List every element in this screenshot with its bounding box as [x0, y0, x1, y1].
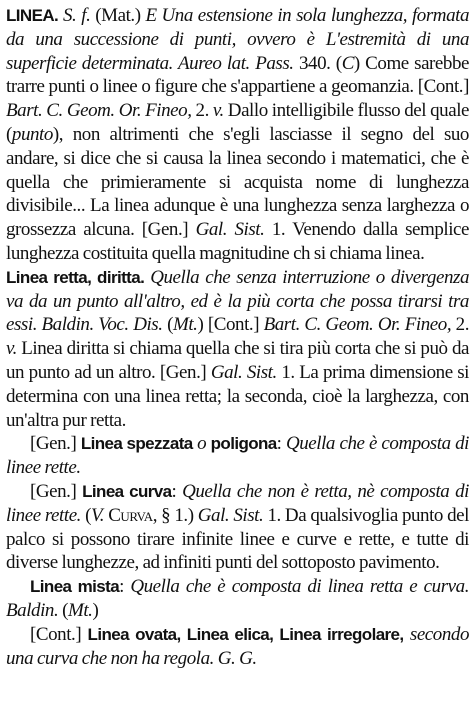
text-run: punto	[11, 123, 53, 145]
text-run: v.	[6, 338, 17, 360]
text-run: [Gen.]	[30, 433, 81, 455]
text-run: Gal. Sist.	[195, 219, 265, 241]
text-run: Mt.	[67, 599, 93, 621]
text-run: :	[171, 480, 183, 502]
text-run: (	[162, 314, 173, 336]
text-run: (Mat.)	[90, 5, 146, 26]
text-run: ) [Cont.]	[197, 314, 264, 336]
text-run: (	[80, 504, 92, 526]
text-run: Dallo intelligibile flusso del quale (	[6, 100, 470, 145]
text-run: Linea diritta si chiama quella che si tira più corta che si può da un punto ad un altro. [Gen.]	[6, 338, 469, 383]
text-run: 1. Da qualsivoglia punto del palco si possono tirare infinite linee e curve e rette, e tutte di diverse lunghezze, ad infiniti punti del sottoposto pavimento.	[6, 504, 469, 574]
text-run: C	[341, 52, 354, 74]
text-run: ), non altrimenti che s'egli lasciasse il segno del suo andare, si dice che si causa la linea secondo i matematici, che è quella che primieramente si acquista nome di lunghezza divisibile... La linea adunque è una lunghezza senza larghezza o grossezza alcuna. [Gen.]	[6, 123, 469, 241]
text-run: Bart. C. Geom. Or. Fineo,	[263, 314, 452, 336]
text-run: Quella che è composta di linea retta e curva. Baldin.	[6, 576, 469, 621]
text-run: (	[58, 599, 68, 621]
text-run: )	[92, 599, 99, 621]
text-run: 1. La prima dimensione si determina con una linea retta; la seconda, cioè la larghezza, con un'altra pur retta.	[6, 361, 469, 431]
entry-linea-spezzata	[6, 432, 469, 480]
text-run: [Cont.]	[30, 623, 88, 645]
text-run: [Gen.]	[30, 480, 83, 502]
text-run: LINEA.	[6, 6, 59, 25]
text-run: 340. (	[293, 52, 342, 74]
text-run: Linea retta, diritta.	[6, 267, 145, 287]
entry-linea-ovata	[6, 623, 469, 671]
text-run: Linea mista	[30, 577, 120, 597]
text-run: E Una estensione in sola lunghezza, formata da una successione di punti, ovvero è L'estremità di una superficie determinata. Aureo lat. Pass.	[6, 5, 469, 74]
entry-linea-curva	[6, 480, 469, 575]
text-run: 2.	[451, 314, 469, 336]
text-run: Mt.	[172, 314, 198, 336]
text-run: 2.	[191, 100, 213, 122]
text-run: 1. Venendo dalla semplice lunghezza costituita quella magnitudine ch si chiama linea.	[6, 219, 469, 264]
entry-linea-mista	[6, 575, 469, 623]
text-run: Linea ovata, Linea elica, Linea irregolare,	[87, 624, 404, 644]
entry-linea-definition	[6, 4, 469, 266]
text-run: o	[192, 433, 211, 455]
text-run: Quella che è composta di linee rette.	[6, 433, 469, 479]
text-run: Curva	[108, 504, 153, 526]
text-run: Bart. C. Geom. Or. Fineo,	[6, 100, 192, 122]
text-run: :	[119, 576, 131, 598]
text-run: , § 1.)	[152, 504, 198, 526]
text-run: :	[276, 433, 286, 455]
text-run: Linea curva	[82, 481, 172, 501]
text-run: S. f.	[58, 5, 91, 26]
text-run: v.	[212, 100, 224, 122]
entry-linea-retta	[6, 266, 469, 433]
text-run: V.	[91, 504, 105, 526]
text-run: secondo una curva che non ha regola. G. G.	[6, 623, 469, 669]
text-run: Quella che non è retta, nè composta di linee rette.	[6, 480, 469, 526]
text-run: Quella che senza interruzione o divergenza va da un punto all'altro, ed è la più corta che possa tirarsi tra essi. Baldin. Voc. Dis.	[6, 266, 469, 336]
text-run: Gal. Sist.	[210, 361, 277, 383]
text-run: Gal. Sist.	[197, 504, 264, 526]
text-run: Linea spezzata	[80, 434, 193, 454]
text-run: poligona	[210, 434, 277, 454]
text-run: ) Come sarebbe trarre punti o linee o figure che s'appartiene a geomanzia. [Cont.]	[6, 52, 469, 98]
